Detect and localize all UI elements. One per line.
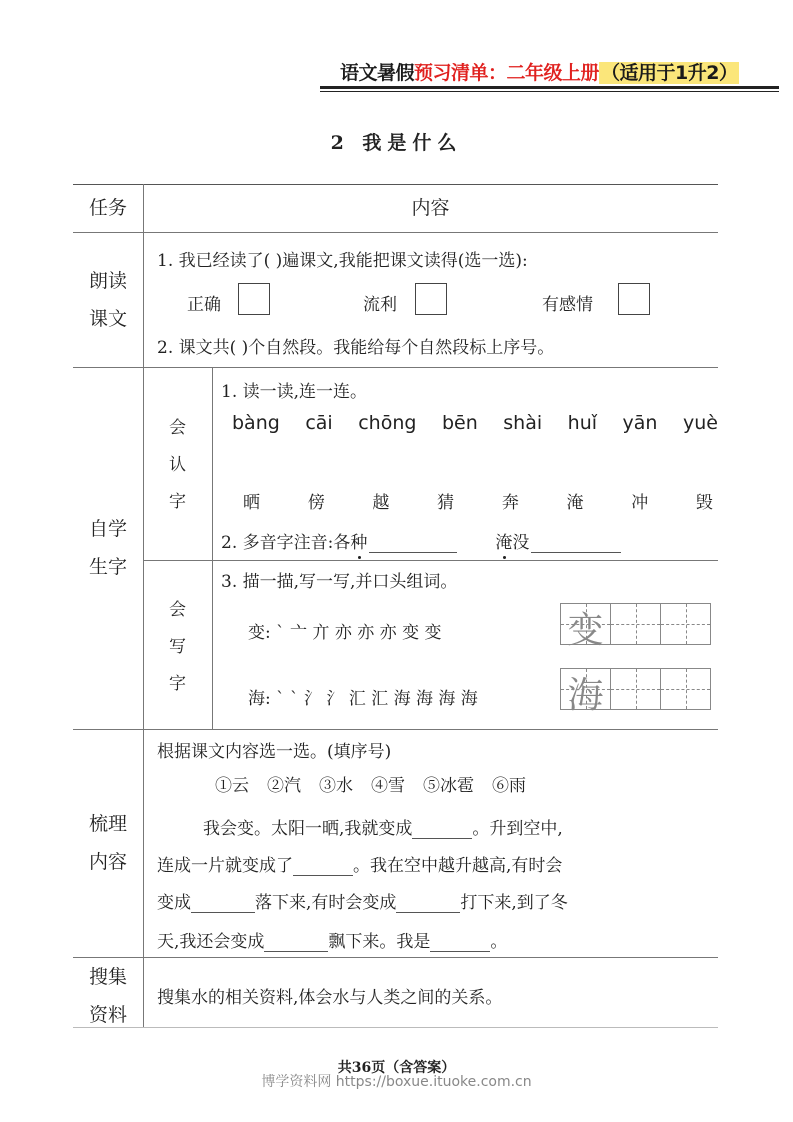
checkbox-fluent[interactable] [415, 283, 447, 315]
page-count-footer: 共36页（含答案） [337, 1060, 456, 1076]
writing-grid-hai [560, 668, 711, 716]
grid-cell[interactable] [561, 669, 611, 716]
pinyin-item[interactable]: bàng [232, 412, 280, 434]
option-item: ⑥雨 [492, 776, 526, 796]
sublabel-char: 会 [169, 600, 186, 620]
option-item: ③水 [319, 776, 353, 796]
stroke-order-hai [248, 684, 478, 709]
passage-text: 。 [490, 932, 508, 952]
task-label-chars [73, 510, 143, 586]
pinyin-item[interactable]: chōng [358, 412, 417, 434]
checkbox-expressive[interactable] [618, 283, 650, 315]
q2-prefix: 2. 多音字注音: [221, 533, 334, 553]
grid-cell[interactable] [561, 604, 611, 651]
q2-word2-dotted-char: 淹 [495, 528, 512, 553]
option-item: ②汽 [267, 776, 301, 796]
reading-question-1: 1. 我已经读了( )遍课文,我能把课文读得(选一选): [157, 251, 528, 271]
col-header-content: 内容 [411, 197, 450, 219]
table-subcol-divider [212, 367, 213, 729]
trace-char: 变 [567, 610, 604, 651]
passage-line-2 [157, 851, 562, 876]
table-subrow-divider [143, 560, 718, 561]
task-label-line: 资料 [88, 1004, 127, 1026]
pinyin-item[interactable]: bēn [441, 412, 478, 434]
hanzi-row [243, 488, 713, 513]
sublabel-write [143, 592, 212, 703]
sort-options [215, 771, 526, 796]
stroke-sequence: ` ` 氵 氵 汇 汇 海 海 海 海 [276, 689, 478, 709]
q2-word1-char: 各 [333, 533, 351, 553]
option-item: ⑤冰雹 [423, 776, 474, 796]
sublabel-char: 字 [169, 674, 186, 694]
passage-line-3 [157, 888, 568, 913]
table-row-divider [73, 367, 718, 368]
answer-blank[interactable] [430, 933, 490, 952]
pinyin-item[interactable]: yān [622, 412, 658, 434]
task-label-line: 课文 [88, 308, 127, 330]
hanzi-item[interactable]: 猜 [437, 493, 455, 513]
passage-text: 天,我还会变成 [157, 932, 265, 952]
sublabel-char: 认 [169, 455, 186, 475]
header-part2: 预习清单：二年级上册 [414, 62, 600, 84]
recognize-question-2 [221, 528, 621, 553]
passage-text: 。我在空中越升越高,有时会 [353, 856, 563, 876]
checkbox-correct[interactable] [238, 283, 270, 315]
hanzi-item[interactable]: 冲 [631, 493, 649, 513]
task-label-line: 内容 [88, 851, 127, 873]
table-row-divider [73, 957, 718, 958]
hanzi-item[interactable]: 淹 [566, 493, 584, 513]
watermark: 博学资料网 https://boxue.ituoke.com.cn [261, 1074, 532, 1090]
recognize-question-1: 1. 读一读,连一连。 [221, 382, 368, 402]
task-label-line: 生字 [88, 556, 127, 578]
header-rule-thin [320, 91, 779, 92]
sort-instruction: 根据课文内容选一选。(填序号) [157, 742, 392, 762]
lesson-title: 2 我是什么 [330, 132, 463, 154]
answer-blank[interactable] [293, 857, 353, 876]
sublabel-char: 写 [169, 637, 186, 657]
table-row-divider [73, 729, 718, 730]
header-rule-thick [320, 86, 779, 89]
passage-line-4 [157, 927, 507, 952]
table-top-border [73, 184, 718, 185]
answer-blank[interactable] [264, 933, 328, 952]
stroke-char-label: 变: [248, 623, 271, 643]
option-item: ①云 [215, 776, 249, 796]
stroke-order-bian [248, 618, 441, 643]
hanzi-item[interactable]: 越 [372, 493, 390, 513]
table-bottom-border [73, 1027, 718, 1028]
pinyin-item[interactable]: cāi [305, 412, 333, 434]
answer-blank[interactable] [396, 894, 460, 913]
answer-blank[interactable] [531, 534, 621, 553]
option-label-correct: 正确 [187, 295, 221, 315]
option-label-expressive: 有感情 [542, 295, 593, 315]
hanzi-item[interactable]: 傍 [307, 493, 325, 513]
stroke-sequence: ` 亠 亣 亦 亦 亦 变 变 [276, 623, 442, 643]
col-header-task: 任务 [88, 197, 127, 219]
pinyin-item[interactable]: yuè [683, 412, 718, 434]
reading-question-2: 2. 课文共( )个自然段。我能给每个自然段标上序号。 [157, 338, 555, 358]
task-label-line: 搜集 [88, 966, 127, 988]
answer-blank[interactable] [369, 534, 457, 553]
q2-word1-dotted-char: 种 [350, 528, 367, 553]
sublabel-recognize [143, 410, 212, 521]
answer-blank[interactable] [191, 894, 255, 913]
option-label-fluent: 流利 [363, 295, 397, 315]
task-label-reading [73, 262, 143, 338]
task-label-line: 自学 [88, 518, 127, 540]
passage-text: 连成一片就变成了 [157, 856, 293, 876]
header-part3: （适用于1升2） [601, 62, 738, 84]
table-row-divider [73, 232, 718, 233]
hanzi-item[interactable]: 毁 [695, 493, 713, 513]
grid-cell[interactable] [661, 669, 710, 709]
task-label-line: 梳理 [88, 813, 127, 835]
collect-text: 搜集水的相关资料,体会水与人类之间的关系。 [157, 988, 503, 1008]
pinyin-item[interactable]: huǐ [567, 412, 598, 434]
trace-char: 海 [567, 675, 604, 716]
passage-line-1 [203, 814, 563, 839]
pinyin-item[interactable]: shài [503, 412, 543, 434]
header-part1: 语文暑假 [340, 62, 415, 84]
passage-text: 变成 [157, 893, 191, 913]
passage-text: 落下来,有时会变成 [255, 893, 397, 913]
task-label-line: 朗读 [88, 270, 127, 292]
stroke-char-label: 海: [248, 689, 271, 709]
passage-text: 打下来,到了冬 [460, 893, 568, 913]
grid-cell[interactable] [661, 604, 710, 644]
passage-text: 飘下来。我是 [328, 932, 431, 952]
hanzi-item[interactable]: 奔 [501, 493, 519, 513]
pinyin-row [232, 412, 718, 434]
doc-header [340, 58, 739, 85]
q2-word2-char: 没 [512, 533, 530, 553]
task-label-collect [73, 958, 143, 1034]
hanzi-item[interactable]: 晒 [243, 493, 260, 513]
grid-cell[interactable] [611, 604, 661, 644]
task-label-sort [73, 805, 143, 881]
writing-grid-bian [560, 603, 711, 651]
sublabel-char: 会 [169, 418, 186, 438]
answer-blank[interactable] [412, 820, 472, 839]
passage-text: 我会变。太阳一晒,我就变成 [203, 819, 413, 839]
option-item: ④雪 [371, 776, 405, 796]
grid-cell[interactable] [611, 669, 661, 709]
passage-text: 。升到空中, [472, 819, 563, 839]
sublabel-char: 字 [169, 492, 186, 512]
write-question-3: 3. 描一描,写一写,并口头组词。 [221, 572, 458, 592]
